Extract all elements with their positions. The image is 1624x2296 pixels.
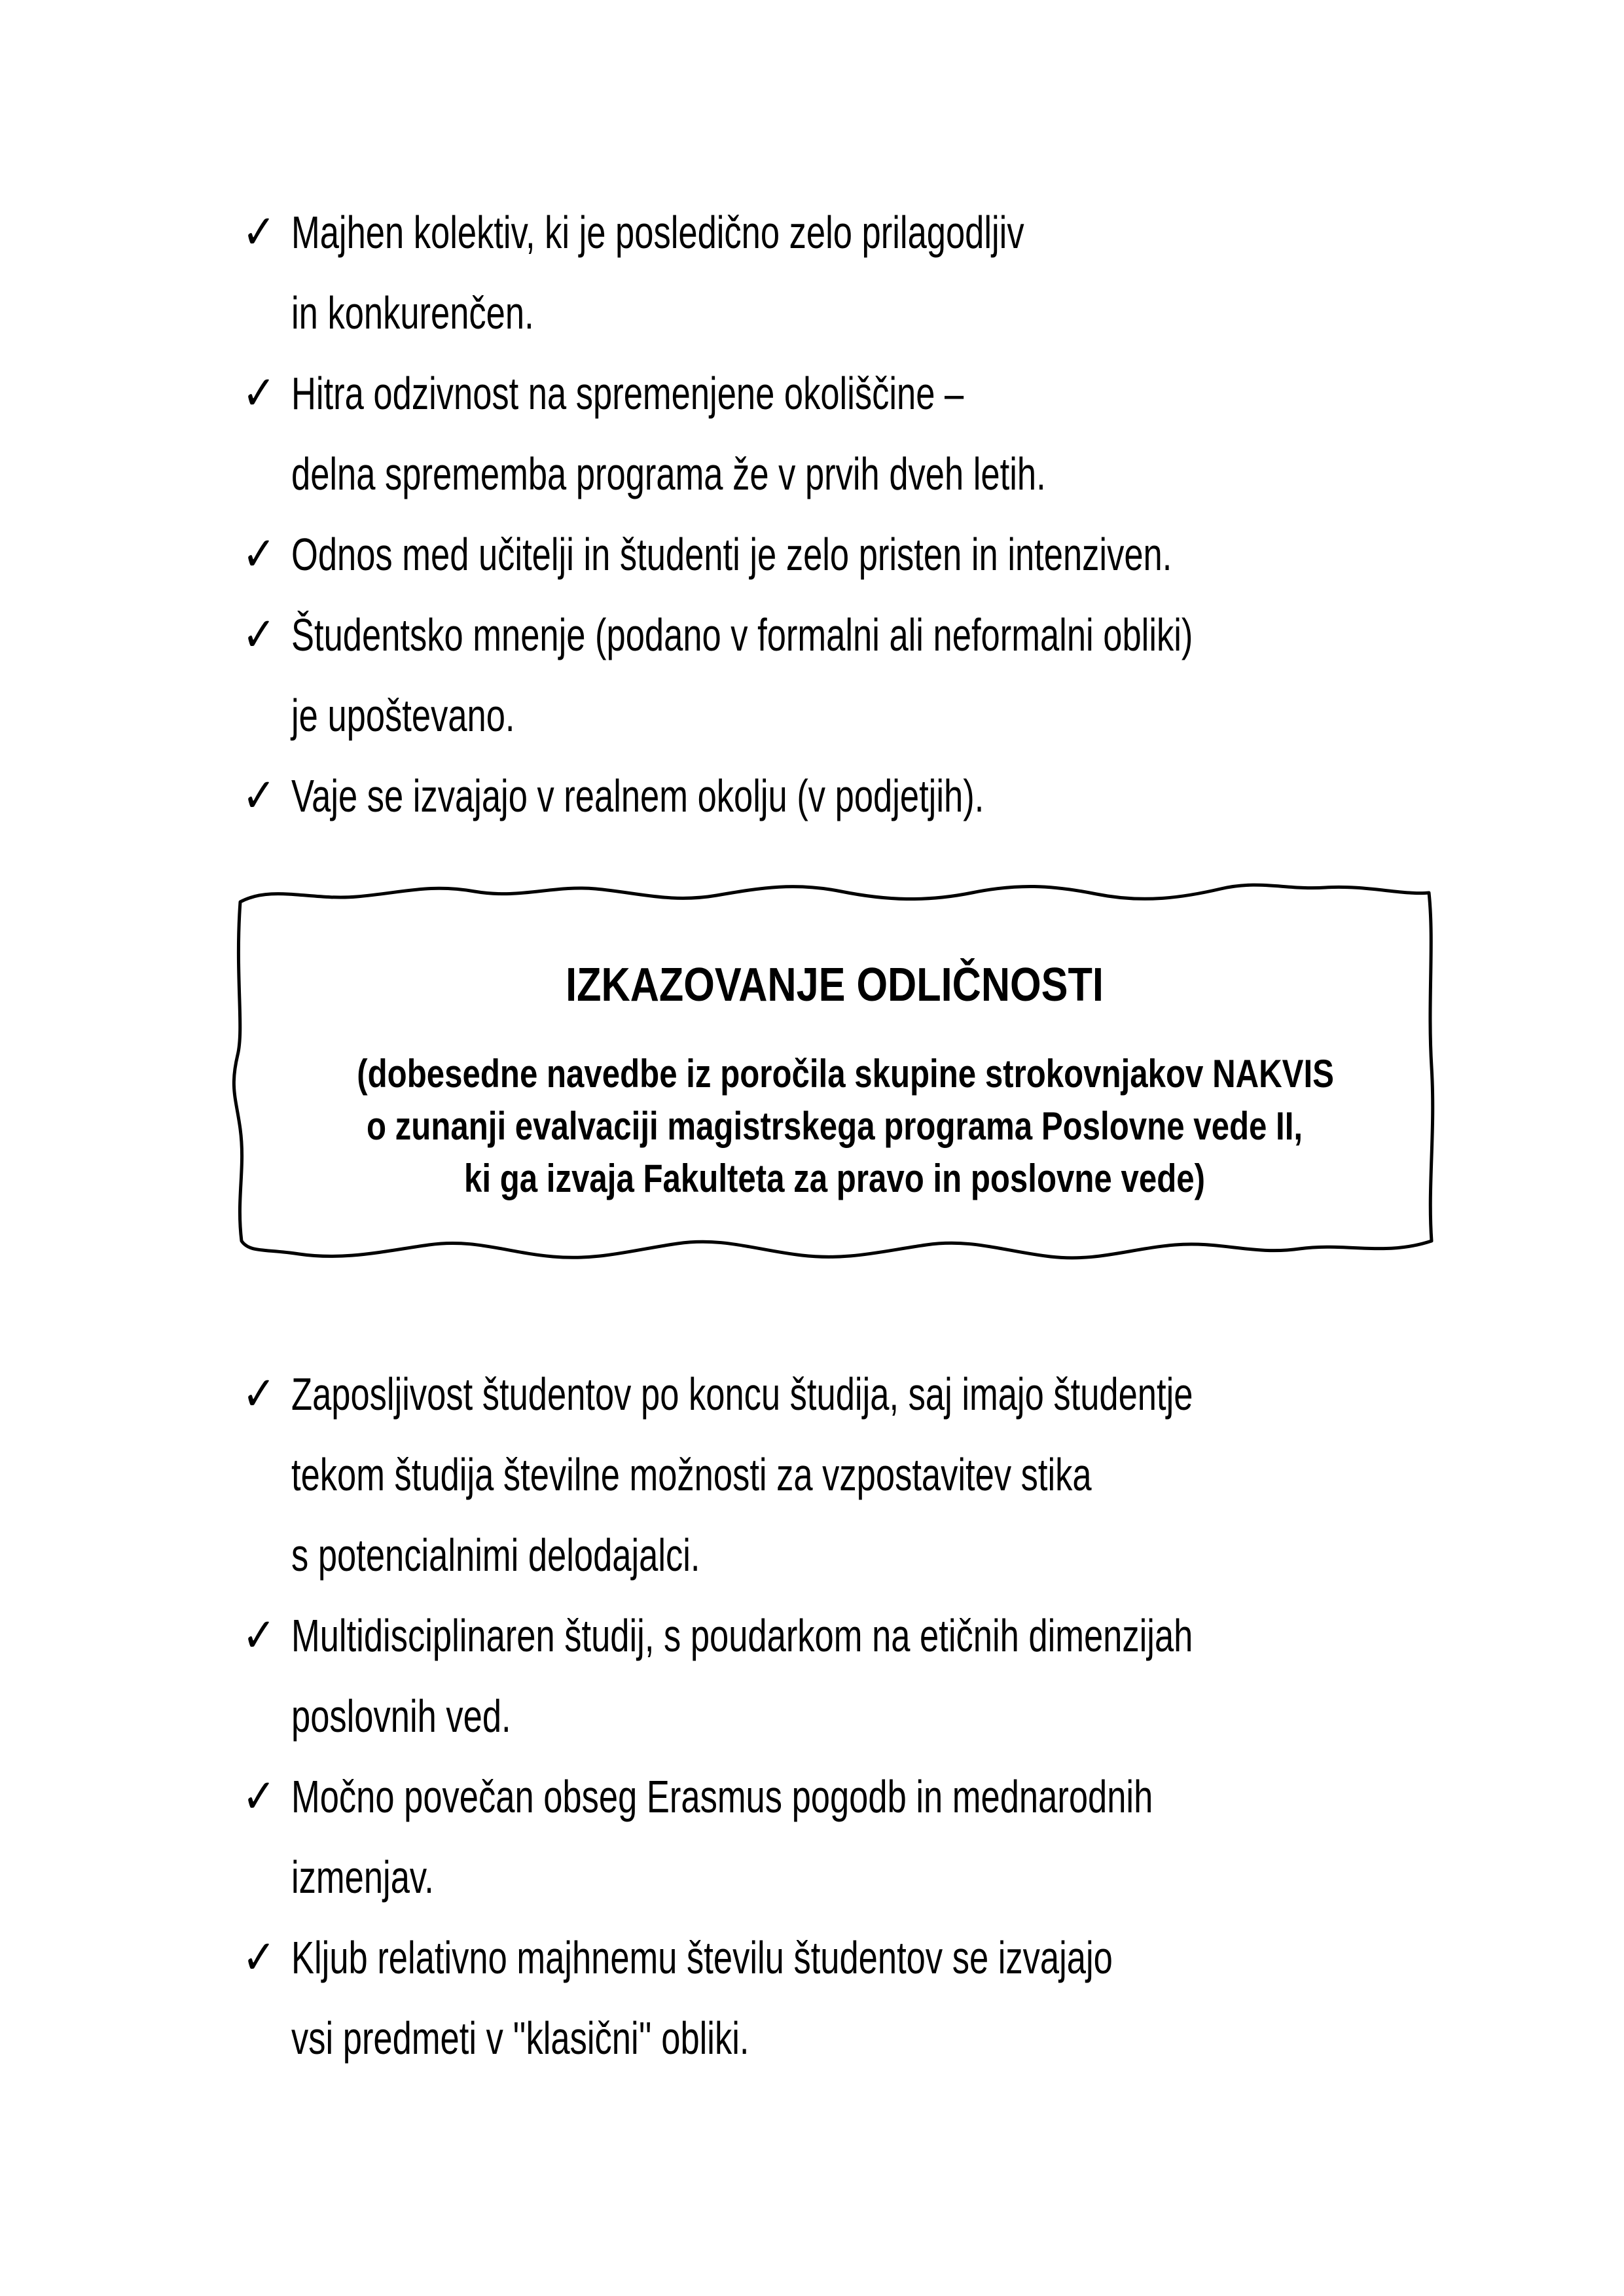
list-item-line: delna sprememba programa že v prvih dveh letih. [291, 448, 1046, 499]
checkmark-icon: ✓ [242, 1770, 276, 1823]
list-item [242, 1757, 1494, 1918]
list-item-line: Močno povečan obseg Erasmus pogodb in mednarodnih [291, 1771, 1153, 1822]
list-item [242, 1354, 1494, 1596]
list-item-line: izmenjav. [291, 1852, 434, 1903]
list-item [242, 353, 1494, 514]
list-item-line: Majhen kolektiv, ki je posledično zelo prilagodljiv [291, 207, 1024, 258]
checkmark-icon: ✓ [242, 528, 276, 581]
strengths-list [242, 192, 1494, 836]
checkmark-icon: ✓ [242, 206, 276, 259]
list-item [242, 1918, 1494, 2079]
list-item [242, 595, 1494, 756]
box-subtitle-line: o zunanji evalvaciji magistrskega programa Poslovne vede II, [366, 1104, 1303, 1148]
excellence-box [226, 870, 1443, 1276]
checkmark-icon: ✓ [242, 367, 276, 420]
list-item [242, 514, 1494, 595]
box-title: IZKAZOVANJE ODLIČNOSTI [566, 959, 1104, 1011]
list-item-line: Multidisciplinaren študij, s poudarkom na etičnih dimenzijah [291, 1610, 1193, 1661]
list-item-line: tekom študija številne možnosti za vzpostavitev stika [291, 1449, 1092, 1500]
checkmark-icon: ✓ [242, 1368, 276, 1420]
box-subtitle-line: (dobesedne navedbe iz poročila skupine strokovnjakov NAKVIS [357, 1052, 1334, 1096]
list-item-line: Hitra odzivnost na spremenjene okoliščine – [291, 368, 964, 419]
excellence-list [242, 1354, 1494, 2079]
list-item-line: Zaposljivost študentov po koncu študija, saj imajo študentje [291, 1369, 1193, 1420]
list-item [242, 192, 1494, 353]
box-subtitle-line: ki ga izvaja Fakulteta za pravo in poslovne vede) [464, 1157, 1205, 1200]
list-item-line: Odnos med učitelji in študenti je zelo pristen in intenziven. [291, 529, 1172, 580]
checkmark-icon: ✓ [242, 1609, 276, 1662]
list-item-line: poslovnih ved. [291, 1691, 511, 1742]
checkmark-icon: ✓ [242, 770, 276, 822]
box-subtitle [252, 1048, 1417, 1205]
checkmark-icon: ✓ [242, 609, 276, 661]
list-item-line: Kljub relativno majhnemu številu študentov se izvajajo [291, 1932, 1113, 1983]
list-item [242, 756, 1494, 836]
checkmark-icon: ✓ [242, 1931, 276, 1984]
list-item-line: in konkurenčen. [291, 287, 534, 338]
list-item-line: Študentsko mnenje (podano v formalni ali neformalni obliki) [291, 609, 1193, 660]
list-item-line: s potencialnimi delodajalci. [291, 1530, 700, 1581]
list-item-line: Vaje se izvajajo v realnem okolju (v podjetjih). [291, 770, 984, 821]
list-item-line: je upoštevano. [291, 690, 515, 741]
list-item-line: vsi predmeti v ''klasični'' obliki. [291, 2013, 749, 2064]
list-item [242, 1596, 1494, 1757]
